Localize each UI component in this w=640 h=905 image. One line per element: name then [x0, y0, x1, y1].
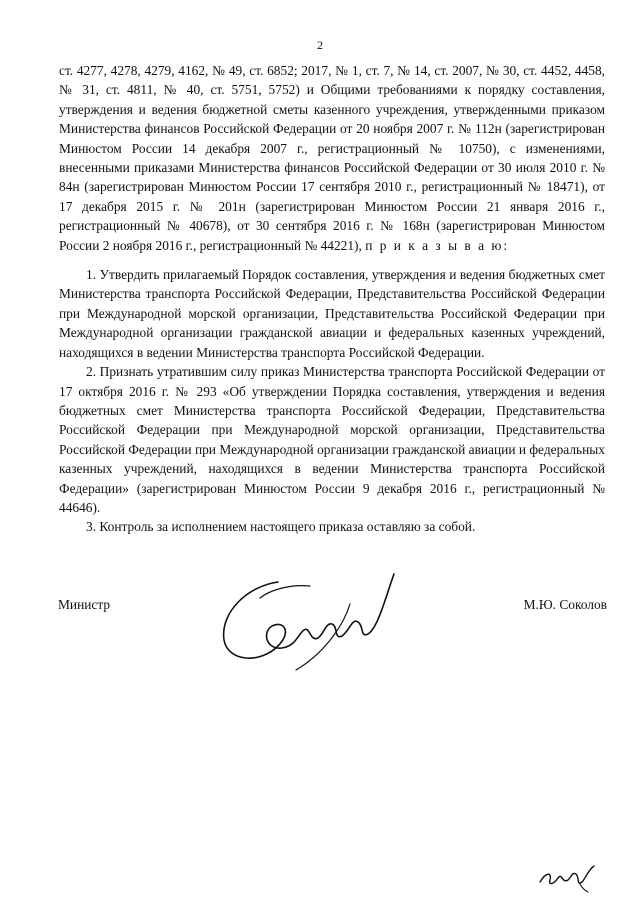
preamble-paragraph [59, 61, 605, 255]
order-item-3: 3. Контроль за исполнением настоящего приказа оставляю за собой. [86, 519, 476, 535]
document-body [59, 61, 605, 537]
order-item-1: 1. Утвердить прилагаемый Порядок составления, утверждения и ведения бюджетных смет Министерства транспорта Российской Федерации, Представительства Российской Федерации при Международной морской организации, Представительства Российской Федерации при Международной организации гражданской авиации и федеральных казенных учреждений, находящихся в ведении Министерства транспорта Российской Федерации. [59, 267, 605, 360]
order-word: п р и к а з ы в а ю: [365, 237, 510, 253]
order-item-2: 2. Признать утратившим силу приказ Министерства транспорта Российской Федерации от 17 октября 2016 г. № 293 «Об утверждении Порядка составления, утверждения и ведения бюджетных смет Министерства транспорта Российской Федерации, Представительства Российской Федерации при Международной морской организации, Представительства Российской Федерации при Международной организации гражданской авиации и федеральных казенных учреждений, находящихся в ведении Министерства транспорта Российской Федерации» (зарегистрирован Минюстом России 9 декабря 2016 г., регистрационный № 44646). [59, 364, 605, 515]
preamble-text: ст. 4277, 4278, 4279, 4162, № 49, ст. 6852; 2017, № 1, ст. 7, № 14, ст. 2007, № 30, ст. 4452, 4458, № 31, ст. 4811, № 40, ст. 5751, 5752) и Общими требованиями к порядку составления, утверждения и ведения бюджетной сметы казенного учреждения, утвержденными приказом Министерства финансов Российской Федерации от 20 ноября 2007 г. № 112н (зарегистрирован Минюстом России 14 декабря 2007 г., регистрационный № 10750), с изменениями, внесенными приказами Министерства финансов Российской Федерации от 30 июля 2010 г. № 84н (зарегистрирован Минюстом России 17 сентября 2010 г., регистрационный № 18471), от 17 декабря 2015 г. № 201н (зарегистрирован Минюстом России 21 января 2016 г., регистрационный № 40678), от 30 сентября 2016 г. № 168н (зарегистрирован Минюстом России 2 ноября 2016 г., регистрационный № 44221), [59, 63, 605, 253]
signer-title: Министр [58, 597, 111, 612]
handwritten-initials [536, 858, 596, 894]
signer-name: М.Ю. Соколов [523, 597, 607, 612]
page-number: 2 [317, 38, 323, 52]
handwritten-signature [200, 560, 400, 680]
